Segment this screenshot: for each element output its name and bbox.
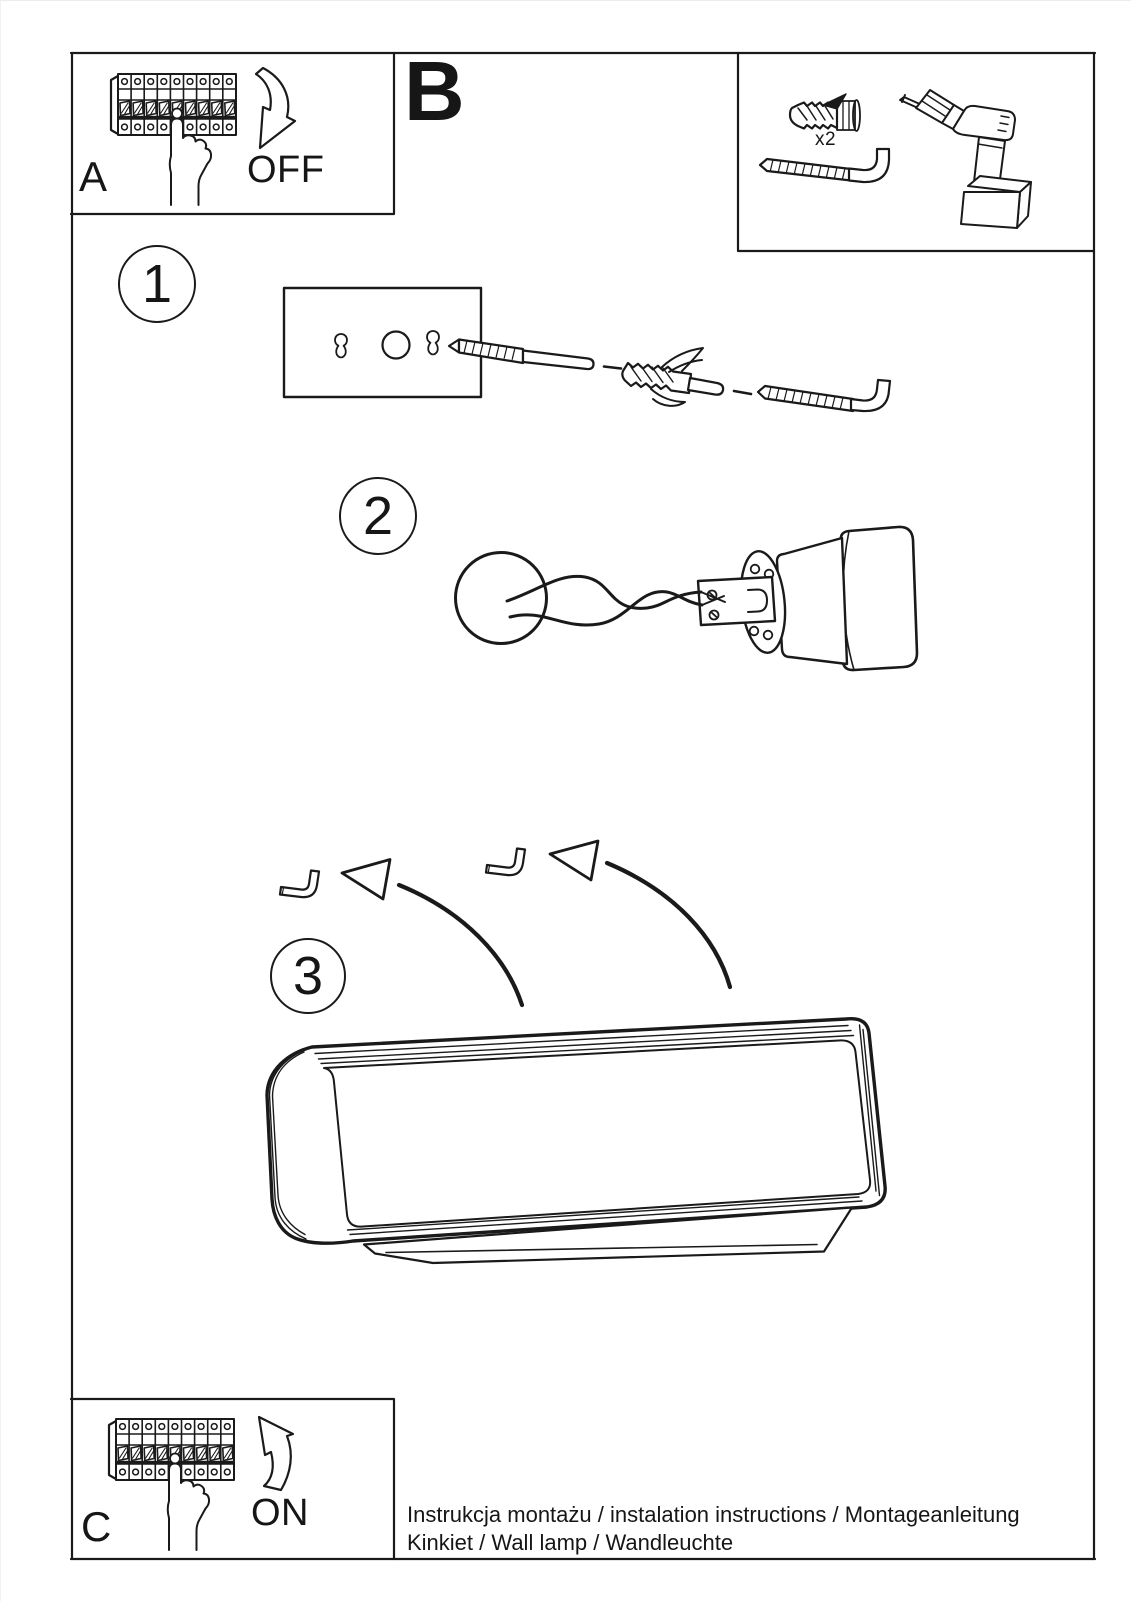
panel-c-breaker-icon	[109, 1419, 234, 1550]
step-3-number: 3	[292, 946, 324, 1006]
step-1-number: 1	[141, 254, 173, 314]
hook-left-icon	[280, 871, 319, 898]
drill-bit-screw-icon	[449, 340, 621, 370]
parts-box	[738, 53, 1094, 251]
hook-screw-step-icon	[758, 380, 890, 411]
step-2-badge	[339, 477, 417, 555]
anchor-qty-label: x2	[815, 129, 837, 150]
panel-a-breaker-icon	[111, 74, 236, 205]
section-b-label: B	[404, 44, 465, 138]
off-label: OFF	[247, 149, 325, 191]
diagram-artwork	[1, 1, 1131, 1601]
bulb-icon	[456, 553, 547, 644]
panel-a-box	[71, 53, 394, 214]
wall-plug-icon	[790, 94, 860, 131]
socket-icon	[698, 527, 917, 670]
wires-icon	[507, 576, 725, 625]
drill-icon	[900, 90, 1031, 228]
rotate-arrow-left-icon	[342, 860, 522, 1006]
hook-screw-icon	[760, 149, 889, 182]
footer-text	[407, 1501, 1020, 1557]
rotate-arrow-right-icon	[550, 841, 730, 987]
hook-right-icon	[486, 849, 525, 876]
wall-lamp-icon	[267, 1019, 885, 1263]
off-arrow-icon	[256, 68, 295, 148]
mounting-plate-icon	[284, 288, 481, 397]
step-3-badge	[270, 938, 346, 1014]
step-1-badge	[118, 245, 196, 323]
frame-border	[71, 53, 1095, 1559]
footer-line-2: Kinkiet / Wall lamp / Wandleuchte	[407, 1530, 734, 1555]
wall-plug-step-icon	[622, 348, 751, 406]
panel-a-label: A	[79, 153, 108, 200]
step-2-number: 2	[362, 486, 394, 546]
on-label: ON	[251, 1492, 309, 1534]
panel-c-label: C	[81, 1503, 112, 1550]
on-arrow-icon	[259, 1417, 293, 1490]
footer-line-1: Instrukcja montażu / instalation instructions / Montageanleitung	[407, 1502, 1020, 1527]
